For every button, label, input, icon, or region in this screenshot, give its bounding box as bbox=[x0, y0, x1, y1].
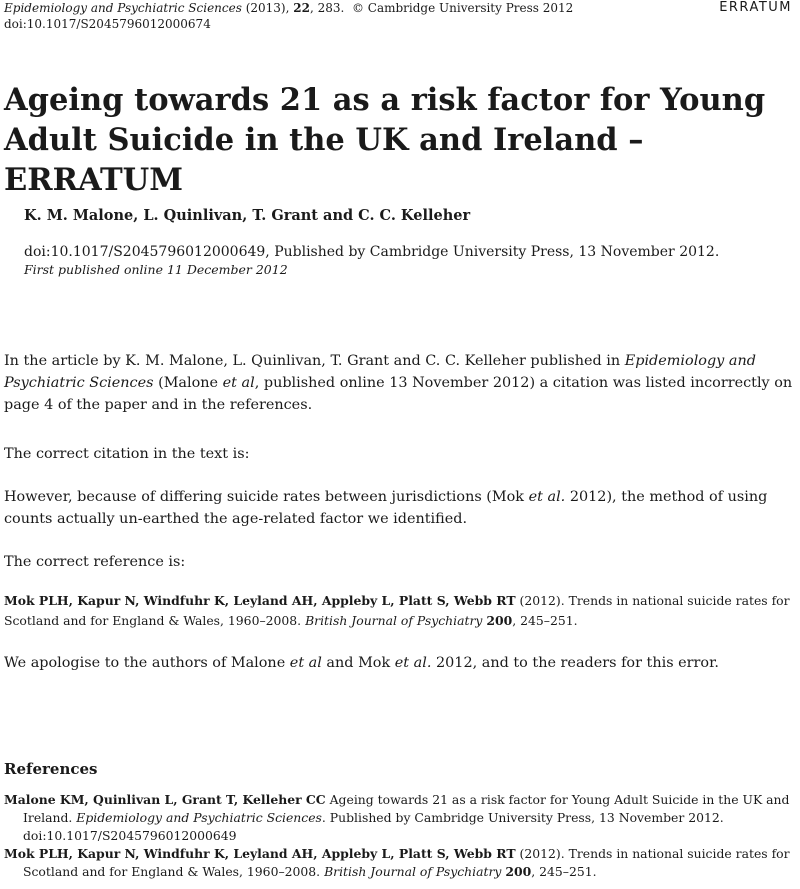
text-run: However, because of differing suicide rates between jurisdictions (Mok bbox=[4, 489, 529, 505]
journal-year: (2013), bbox=[245, 1, 290, 15]
paragraph-apology bbox=[4, 652, 800, 674]
ref-text: (2012). Trends in national suicide rates for Scotland and for England & Wales, 1960–2008. bbox=[23, 846, 790, 879]
ref-text: (2012). Trends in national suicide rates for Scotland and for England & Wales, 1960–2008. bbox=[4, 593, 790, 628]
ref-authors: Malone KM, Quinlivan L, Grant T, Kelleher CC bbox=[4, 792, 326, 807]
paragraph-intro bbox=[4, 350, 800, 416]
corrected-reference bbox=[4, 591, 800, 631]
ref-journal: Epidemiology and Psychiatric Sciences bbox=[76, 810, 322, 825]
et-al: et al bbox=[289, 655, 322, 671]
ref-text: Ageing towards 21 as a risk factor for Young Adult Suicide in the UK and Ireland. bbox=[23, 792, 790, 825]
running-header bbox=[4, 0, 573, 32]
journal-pages: , 283. bbox=[309, 1, 345, 15]
text-run: We apologise to the authors of Malone bbox=[4, 655, 290, 671]
ref-volume: 200 bbox=[486, 613, 513, 628]
et-al: et al bbox=[222, 375, 255, 391]
text-run: , published online 13 November 2012) a citation was listed incorrectly on page 4 of the paper and in the references. bbox=[4, 375, 793, 413]
journal-ref: Epidemiology and Psychiatric Sciences bbox=[4, 353, 756, 391]
text-run: and Mok bbox=[321, 655, 395, 671]
journal-name: Epidemiology and Psychiatric Sciences bbox=[4, 1, 242, 15]
text-run: 2012, and to the readers for this error. bbox=[431, 655, 719, 671]
ref-pages: , 245–251. bbox=[512, 613, 578, 628]
text-run: In the article by K. M. Malone, L. Quinlivan, T. Grant and C. C. Kelleher published in bbox=[4, 353, 625, 369]
ref-journal: British Journal of Psychiatry bbox=[324, 864, 502, 879]
journal-volume: 22 bbox=[293, 1, 310, 15]
ref-journal: British Journal of Psychiatry bbox=[305, 613, 483, 628]
original-doi-line: doi:10.1017/S2045796012000649, Published by Cambridge University Press, 13 November 2012. bbox=[24, 244, 720, 260]
references-list bbox=[4, 791, 800, 881]
reference-item bbox=[4, 845, 800, 881]
ref-text: . Published by Cambridge University Press, 13 November 2012. bbox=[321, 810, 724, 825]
reference-item bbox=[4, 791, 800, 845]
article-title: Ageing towards 21 as a risk factor for Young Adult Suicide in the UK and Ireland – ERRATUM bbox=[4, 82, 766, 198]
et-al: et al. bbox=[394, 655, 432, 671]
text-run: (Malone bbox=[153, 375, 223, 391]
paragraph-corrected-citation bbox=[4, 486, 800, 530]
paragraph-reference-label: The correct reference is: bbox=[4, 554, 186, 570]
ref-doi: doi:10.1017/S2045796012000649 bbox=[23, 828, 237, 843]
copyright: © Cambridge University Press 2012 bbox=[351, 1, 574, 15]
references-heading: References bbox=[4, 760, 98, 778]
ref-pages: , 245–251. bbox=[531, 864, 597, 879]
header-doi: doi:10.1017/S2045796012000674 bbox=[4, 17, 211, 31]
paragraph-citation-label: The correct citation in the text is: bbox=[4, 446, 250, 462]
first-published: First published online 11 December 2012 bbox=[24, 262, 288, 277]
ref-volume: 200 bbox=[505, 864, 532, 879]
article-authors: K. M. Malone, L. Quinlivan, T. Grant and C. C. Kelleher bbox=[24, 207, 471, 224]
text-run: 2012), the method of using counts actually un-earthed the age-related factor we identified. bbox=[4, 489, 768, 527]
erratum-label: ERRATUM bbox=[719, 0, 792, 15]
ref-authors: Mok PLH, Kapur N, Windfuhr K, Leyland AH, Appleby L, Platt S, Webb RT bbox=[4, 593, 516, 608]
ref-authors: Mok PLH, Kapur N, Windfuhr K, Leyland AH, Appleby L, Platt S, Webb RT bbox=[4, 846, 516, 861]
et-al: et al. bbox=[528, 489, 566, 505]
